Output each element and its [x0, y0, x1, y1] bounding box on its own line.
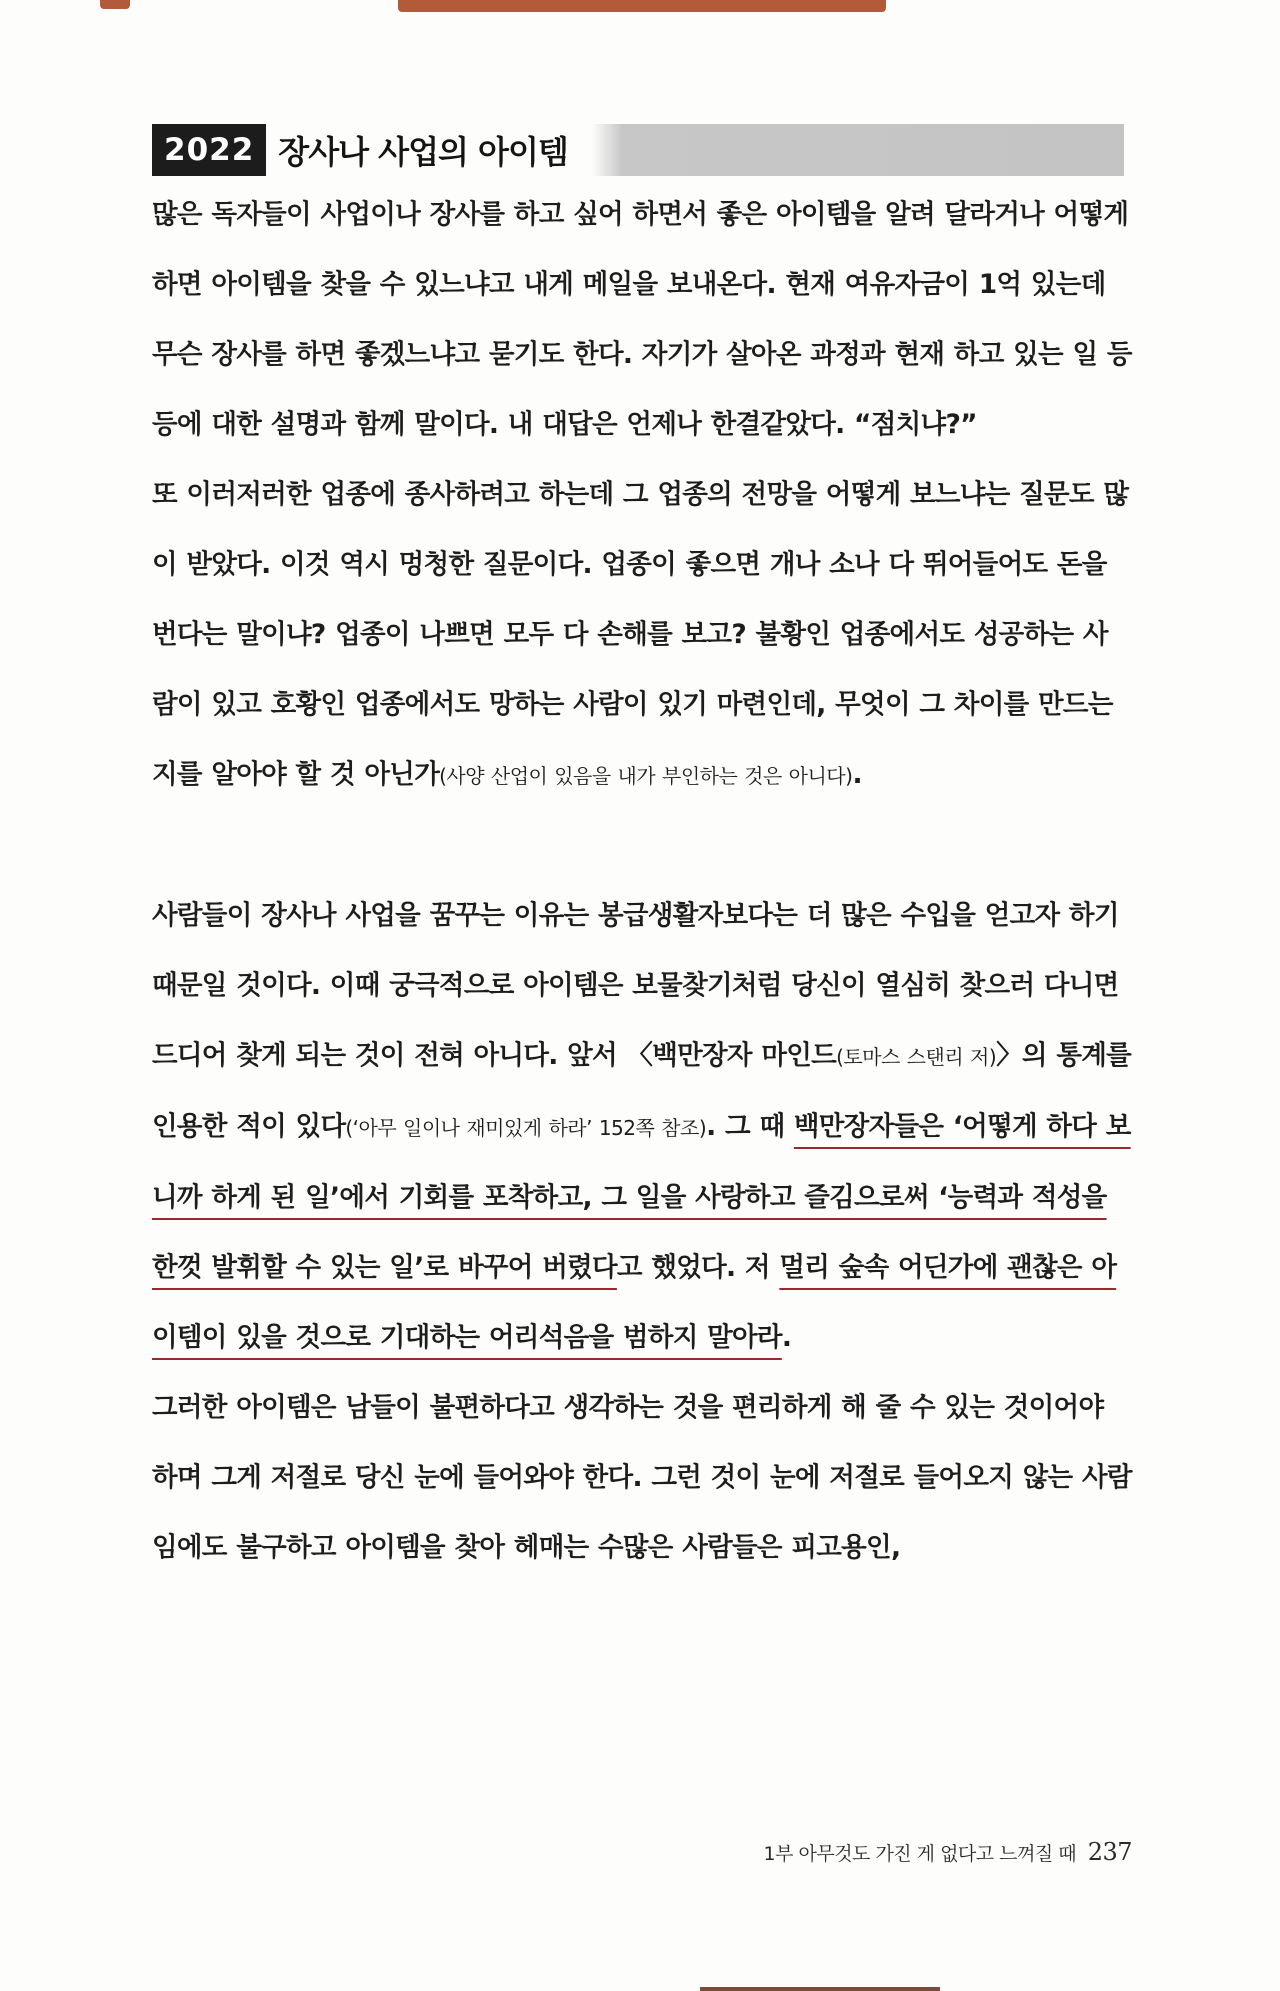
paragraph-1-text: 많은 독자들이 사업이나 장사를 하고 싶어 하면서 좋은 아이템을 알려 달라거나 어떻게 하면 아이템을 찾을 수 있느냐고 내게 메일을 보내온다. 현재 여유자금이 1억 있는데 무슨 장사를 하면 좋겠느냐고 묻기도 한다. 자기가 살아온 과정과 현재 하고 있는 일 등등에 대한 설명과 함께 말이다. 내 대답은 언제나 한결같았다. “점치냐?”	[152, 199, 1132, 440]
top-edge-mark-center	[398, 0, 886, 12]
paragraph-3-text: 사람들이 장사나 사업을 꿈꾸는 이유는 봉급생활자보다는 더 많은 수입을 얻고자 하기 때문일 것이다. 이때 궁극적으로 아이템은 보물찾기처럼 당신이 열심히 찾으러 다니면 드디어 찾게 되는 것이 전혀 아니다. 앞서 〈백만장자 마인드	[152, 900, 1119, 1071]
paragraph-3-end: .	[781, 1322, 792, 1353]
chapter-title: 1부 아무것도 가진 게 없다고 느껴질 때	[763, 1843, 1077, 1865]
paragraph-4	[152, 1373, 1132, 1583]
page-number: 237	[1087, 1838, 1132, 1866]
underlined-passage-1: 백만장자들은 ‘어떻게 하다 보니까 하게 된 일’에서 기회를 포착하고, 그 일을 사랑하고 즐김으로써 ‘능력과 적성을 한껏 발휘할 수 있는 일’로 바꾸어 버렸다	[152, 1111, 1131, 1283]
book-author-note: (토마스 스탠리 저)	[836, 1045, 997, 1069]
paragraph-2-end: .	[852, 759, 862, 790]
paragraph-3-text2: 〉의 통계를 인용한 적이 있다	[152, 1040, 1132, 1142]
paragraph-2-text: 또 이러저러한 업종에 종사하려고 하는데 그 업종의 전망을 어떻게 보느냐는 질문도 많이 받았다. 이것 역시 멍청한 질문이다. 업종이 좋으면 개나 소나 다 뛰어들어도 돈을 번다는 말이냐? 업종이 나쁘면 모두 다 손해를 보고? 불황인 업종에서도 성공하는 사람이 있고 호황인 업종에서도 망하는 사람이 있기 마련인데, 무엇이 그 차이를 만드는지를 알아야 할 것 아닌가	[152, 479, 1129, 790]
section-header	[152, 124, 1124, 176]
paragraph-4-text: 그러한 아이템은 남들이 불편하다고 생각하는 것을 편리하게 해 줄 수 있는 것이어야 하며 그게 저절로 당신 눈에 들어와야 한다. 그런 것이 눈에 저절로 들어오지 않는 사람임에도 불구하고 아이템을 찾아 헤매는 수많은 사람들은 피고용인,	[152, 1392, 1132, 1563]
paragraph-2-note: (사양 산업이 있음을 내가 부인하는 것은 아니다)	[439, 764, 853, 788]
body-text	[152, 180, 1132, 1583]
paragraph-3-text4: 고 했었다. 저	[616, 1252, 780, 1283]
bottom-edge-mark	[700, 1987, 940, 1991]
section-title: 장사나 사업의 아이템	[278, 133, 568, 171]
paragraph-3	[152, 881, 1132, 1373]
page-footer	[764, 1838, 1133, 1866]
top-edge-mark-left	[100, 0, 130, 9]
reference-note: (‘아무 일이나 재미있게 하라’ 152쪽 참조)	[345, 1116, 707, 1140]
section-number: 2022	[152, 124, 266, 176]
paragraph-1	[152, 180, 1132, 460]
paragraph-3-text3: . 그 때	[706, 1111, 794, 1142]
paragraph-2	[152, 460, 1132, 811]
underlined-passage-2: 멀리 숲속 어딘가에 괜찮은 아이템이 있을 것으로 기대하는 어리석음을 범하지 말아라	[152, 1252, 1117, 1353]
